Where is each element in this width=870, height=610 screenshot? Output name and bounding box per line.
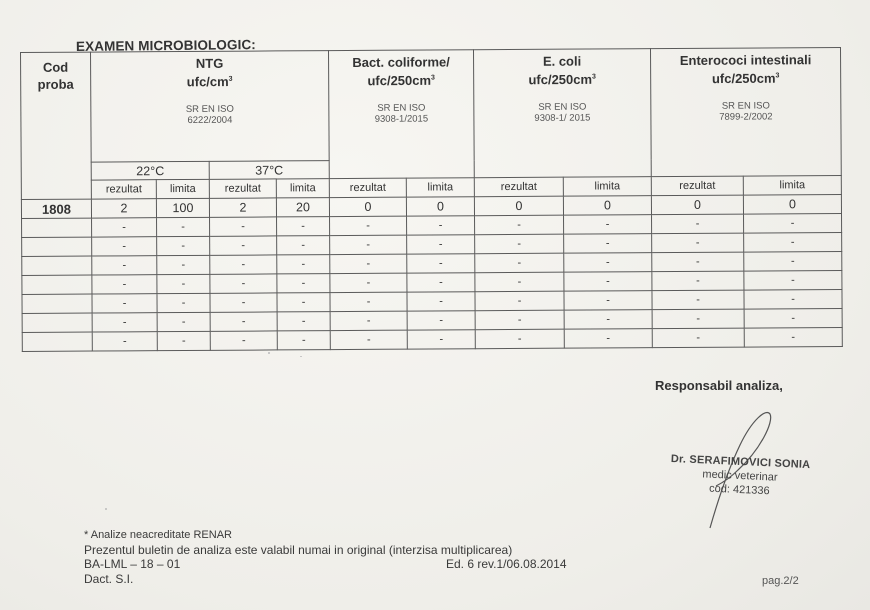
cod-proba-cell — [22, 237, 92, 256]
accreditation-note: * Analize neacreditate RENAR — [84, 529, 232, 541]
edition-info: Ed. 6 rev.1/06.08.2014 — [446, 557, 567, 571]
cod-proba-cell — [22, 294, 92, 313]
value-cell: - — [564, 310, 652, 330]
section-title: EXAMEN MICROBIOLOGIC: — [75, 37, 256, 54]
value-cell: - — [744, 289, 842, 309]
ntg-unit: ufc/$cm^3$ — [186, 74, 233, 90]
cod-proba-cell — [22, 218, 92, 237]
value-cell: 0 — [651, 195, 743, 215]
value-cell: - — [407, 216, 475, 235]
header-cod-proba-label: Cod proba — [37, 59, 74, 92]
value-cell: - — [92, 313, 157, 332]
signer-code: cod: 421336 — [708, 482, 770, 498]
value-cell: - — [92, 237, 157, 256]
value-cell: - — [210, 217, 277, 236]
value-cell: - — [277, 236, 330, 255]
value-cell: - — [652, 328, 744, 348]
sub-limita: limita — [276, 179, 329, 198]
temp-37: 37°C — [209, 161, 329, 180]
value-cell: - — [744, 251, 842, 271]
form-code: BA-LML – 18 – 01 — [84, 557, 181, 571]
value-cell: - — [652, 309, 744, 329]
value-cell: - — [92, 275, 157, 294]
value-cell: - — [652, 214, 744, 234]
header-cod-proba — [21, 52, 92, 199]
value-cell: - — [157, 236, 210, 255]
value-cell: - — [564, 253, 652, 273]
ecoli-unit: ufc/$250cm^3$ — [528, 71, 596, 88]
ecoli-standard: SR EN ISO 9308-1/ 2015 — [534, 101, 591, 125]
value-cell: 0 — [329, 197, 406, 216]
coliforme-name: Bact. coliforme/ — [352, 54, 450, 70]
ntg-standard: SR EN ISO 6222/2004 — [185, 104, 234, 127]
validity-note: Prezentul buletin de analiza este valabil numai in original (interzisa multiplicarea) — [84, 542, 513, 557]
value-cell: - — [92, 256, 157, 275]
coliforme-unit: ufc/$250cm^3$ — [367, 72, 435, 89]
value-cell: - — [475, 329, 564, 349]
value-cell: - — [157, 312, 210, 331]
enterococi-standard: SR EN ISO 7899-2/2002 — [719, 100, 773, 124]
value-cell: - — [652, 271, 744, 291]
value-cell: - — [407, 292, 475, 311]
header-coliforme — [328, 50, 474, 179]
value-cell: - — [157, 331, 210, 350]
value-cell: - — [564, 215, 652, 235]
value-cell: - — [407, 235, 475, 254]
value-cell: - — [744, 308, 842, 328]
value-cell: - — [407, 254, 475, 273]
value-cell: 0 — [743, 194, 841, 214]
value-cell: - — [330, 254, 407, 273]
value-cell: - — [407, 273, 475, 292]
value-cell: - — [744, 270, 842, 290]
coliforme-standard: SR EN ISO 9308-1/2015 — [374, 102, 429, 126]
sub-rezultat: rezultat — [329, 178, 406, 197]
signature-stamp — [649, 451, 831, 501]
value-cell: - — [652, 290, 744, 310]
cod-proba-cell — [22, 332, 92, 351]
signer-role: medic veterinar — [702, 468, 778, 484]
enterococi-name: Enterococi intestinali — [679, 52, 812, 68]
cod-proba-cell: 1808 — [21, 199, 91, 218]
value-cell: - — [210, 293, 277, 312]
value-cell: - — [475, 310, 564, 330]
sub-limita: limita — [563, 177, 651, 197]
value-cell: - — [92, 218, 157, 237]
value-cell: - — [330, 292, 407, 311]
value-cell: - — [210, 236, 277, 255]
sub-rezultat: rezultat — [91, 180, 156, 199]
enterococi-unit: ufc/$250cm^3$ — [711, 70, 780, 87]
value-cell: - — [475, 291, 564, 311]
ntg-name: NTG — [195, 55, 224, 71]
value-cell: - — [277, 331, 330, 350]
value-cell: - — [652, 233, 744, 253]
table-row — [22, 327, 842, 351]
microbiology-results-table — [20, 47, 843, 352]
value-cell: - — [564, 234, 652, 254]
value-cell: 2 — [91, 199, 156, 218]
value-cell: - — [744, 213, 842, 233]
value-cell: - — [277, 217, 330, 236]
value-cell: - — [277, 255, 330, 274]
value-cell: - — [744, 327, 842, 347]
ecoli-name: E. coli — [542, 53, 582, 69]
sub-rezultat: rezultat — [209, 179, 276, 198]
value-cell: - — [330, 216, 407, 235]
scan-speck — [105, 508, 107, 510]
value-cell: - — [157, 217, 210, 236]
value-cell: - — [277, 312, 330, 331]
value-cell: - — [652, 252, 744, 272]
value-cell: - — [157, 293, 210, 312]
value-cell: - — [92, 294, 157, 313]
value-cell: - — [475, 272, 564, 292]
value-cell: 100 — [156, 198, 209, 217]
value-cell: - — [330, 235, 407, 254]
sub-limita: limita — [743, 175, 841, 195]
value-cell: - — [330, 311, 407, 330]
value-cell: - — [330, 330, 407, 349]
value-cell: - — [564, 329, 652, 349]
value-cell: 0 — [563, 196, 651, 216]
sub-limita: limita — [406, 178, 474, 197]
footer — [84, 528, 644, 586]
value-cell: - — [277, 293, 330, 312]
value-cell: - — [744, 232, 842, 252]
value-cell: - — [407, 330, 475, 349]
page-number: pag.2/2 — [762, 575, 799, 587]
header-row-groups — [21, 47, 842, 162]
typist-initials: Dact. S.I. — [84, 571, 134, 586]
form-edition-row — [84, 557, 644, 572]
value-cell: - — [157, 255, 210, 274]
header-ecoli — [473, 49, 651, 178]
sub-rezultat: rezultat — [474, 177, 563, 197]
value-cell: 2 — [209, 198, 276, 217]
value-cell: - — [210, 274, 277, 293]
value-cell: - — [475, 253, 564, 273]
scan-speck — [268, 352, 270, 354]
value-cell: - — [564, 291, 652, 311]
value-cell: - — [407, 311, 475, 330]
value-cell: 20 — [276, 198, 329, 217]
value-cell: - — [564, 272, 652, 292]
value-cell: 0 — [406, 197, 474, 216]
value-cell: - — [330, 273, 407, 292]
value-cell: - — [210, 255, 277, 274]
value-cell: - — [475, 234, 564, 254]
sub-limita: limita — [156, 179, 209, 198]
responsible-label: Responsabil analiza, — [655, 378, 783, 393]
header-ntg — [91, 51, 330, 162]
cod-proba-cell — [22, 256, 92, 275]
value-cell: - — [210, 331, 277, 350]
value-cell: - — [475, 215, 564, 235]
cod-proba-cell — [22, 313, 92, 332]
value-cell: - — [210, 312, 277, 331]
signer-name: Dr. SERAFIMOVICI SONIA — [670, 452, 811, 472]
cod-proba-cell — [22, 275, 92, 294]
value-cell: 0 — [474, 196, 563, 216]
temp-22: 22°C — [91, 161, 209, 180]
scan-speck — [300, 356, 302, 357]
header-enterococi — [650, 47, 841, 176]
value-cell: - — [92, 332, 157, 351]
value-cell: - — [157, 274, 210, 293]
sub-rezultat: rezultat — [651, 176, 743, 196]
value-cell: - — [277, 274, 330, 293]
